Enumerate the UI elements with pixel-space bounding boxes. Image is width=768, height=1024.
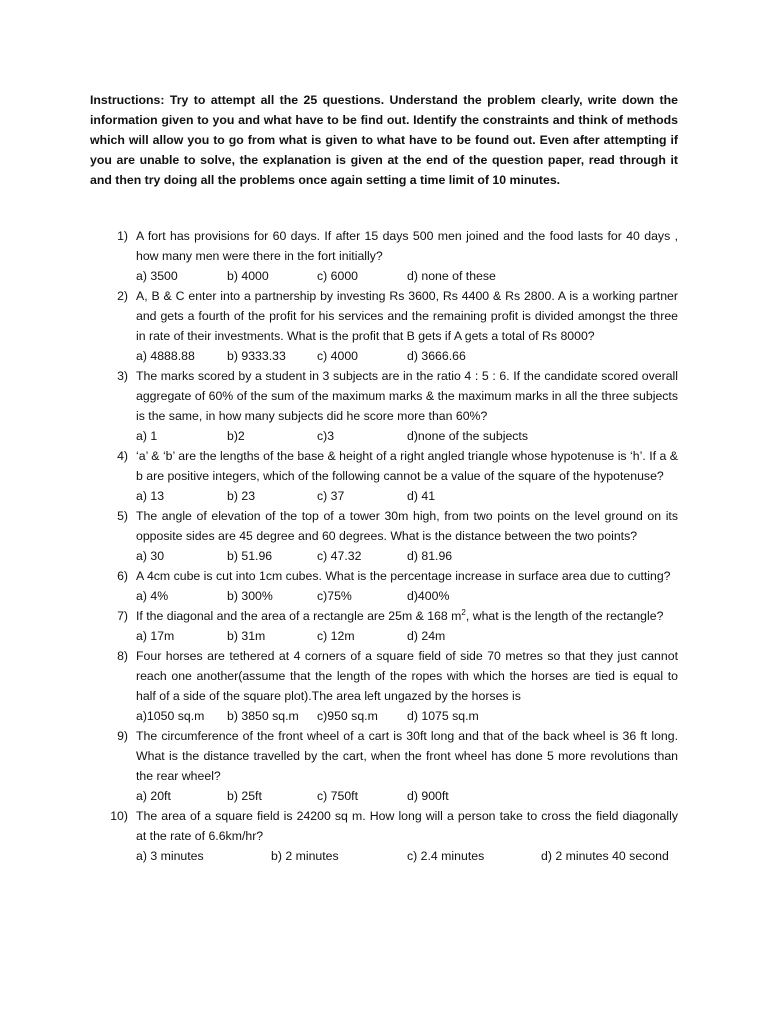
option-c: c) 4000: [317, 349, 359, 363]
answer-options: [136, 846, 678, 866]
option-d: d) 900ft: [407, 789, 449, 803]
option-d: d)none of the subjects: [407, 429, 528, 443]
question-7: [0, 606, 768, 646]
option-d: d) none of these: [407, 269, 496, 283]
option-c: c) 6000: [317, 269, 359, 283]
question-10: [0, 806, 768, 866]
option-a: a) 17m: [136, 629, 175, 643]
option-c: c) 37: [317, 489, 345, 503]
answer-options: [136, 426, 678, 446]
question-text: A, B & C enter into a partnership by investing Rs 3600, Rs 4400 & Rs 2800. A is a working partner and gets a fourth of the profit for his services and the remaining profit is divided amongst the three in rate of their investments. What is the profit that B gets if A gets a total of Rs 8000?: [136, 289, 678, 343]
question-4: [0, 446, 768, 506]
question-text: [136, 606, 678, 626]
answer-options: [136, 486, 678, 506]
question-text: A fort has provisions for 60 days. If after 15 days 500 men joined and the food lasts for 40 days , how many men were there in the fort initially?: [136, 229, 678, 263]
option-a: a) 4888.88: [136, 349, 195, 363]
option-d: d) 1075 sq.m: [407, 709, 479, 723]
question-number: 1): [117, 229, 128, 243]
option-b: b) 23: [227, 489, 256, 503]
option-d: d) 2 minutes 40 second: [541, 849, 669, 863]
option-b: b) 300%: [227, 589, 273, 603]
question-number: 10): [110, 809, 128, 823]
option-a: a)1050 sq.m: [136, 709, 205, 723]
option-b: b) 25ft: [227, 789, 262, 803]
question-number: 2): [117, 289, 128, 303]
option-d: d) 3666.66: [407, 349, 466, 363]
option-a: a) 3 minutes: [136, 849, 204, 863]
option-d: d) 24m: [407, 629, 446, 643]
option-b: b) 2 minutes: [271, 849, 339, 863]
answer-options: [136, 786, 678, 806]
question-number: 6): [117, 569, 128, 583]
option-c: c) 47.32: [317, 549, 362, 563]
option-a: a) 1: [136, 429, 158, 443]
option-a: a) 20ft: [136, 789, 171, 803]
answer-options: [136, 546, 678, 566]
option-d: d) 81.96: [407, 549, 453, 563]
question-text: Four horses are tethered at 4 corners of a square field of side 70 metres so that they just cannot reach one another(assume that the length of the ropes with which the horses are tied is equal to half of a side of the square plot).The area left ungazed by the horses is: [136, 649, 678, 703]
answer-options: [136, 346, 678, 366]
answer-options: [136, 626, 678, 646]
instructions-paragraph: Instructions: Try to attempt all the 25 questions. Understand the problem clearly, write down the information given to you and what have to be find out. Identify the constraints and think of methods which will allow you to go from what is given to what have to be found out. Even after attempting if you are unable to solve, the explanation is given at the end of the question paper, read through it and then try doing all the problems once again setting a time limit of 10 minutes.: [90, 93, 678, 187]
question-text: ‘a’ & ‘b’ are the lengths of the base & height of a right angled triangle whose hypotenuse is ‘h’. If a & b are positive integers, which of the following cannot be a value of the square of the hypotenuse?: [136, 449, 678, 483]
option-a: a) 13: [136, 489, 165, 503]
option-d: d) 41: [407, 489, 436, 503]
answer-options: [136, 586, 678, 606]
question-text: A 4cm cube is cut into 1cm cubes. What is the percentage increase in surface area due to cutting?: [136, 569, 671, 583]
question-number: 4): [117, 449, 128, 463]
question-2: [0, 286, 768, 366]
question-list: [0, 226, 768, 866]
question-text: The circumference of the front wheel of a cart is 30ft long and that of the back wheel is 36 ft long. What is the distance travelled by the cart, when the front wheel has done 5 more revolutions than the rear wheel?: [136, 729, 678, 783]
option-a: a) 30: [136, 549, 165, 563]
option-a: a) 4%: [136, 589, 169, 603]
option-b: b) 51.96: [227, 549, 273, 563]
option-c: c)75%: [317, 589, 352, 603]
question-text: The angle of elevation of the top of a tower 30m high, from two points on the level ground on its opposite sides are 45 degree and 60 degrees. What is the distance between the two points?: [136, 509, 678, 543]
question-number: 8): [117, 649, 128, 663]
question-1: [0, 226, 768, 286]
question-5: [0, 506, 768, 566]
answer-options: [136, 266, 678, 286]
option-d: d)400%: [407, 589, 450, 603]
question-text: The marks scored by a student in 3 subjects are in the ratio 4 : 5 : 6. If the candidate scored overall aggregate of 60% of the sum of the maximum marks & the maximum marks in all the three subjects is the same, in how many subjects did he score more than 60%?: [136, 369, 678, 423]
option-b: b) 9333.33: [227, 349, 286, 363]
answer-options: [136, 706, 678, 726]
option-b: b)2: [227, 429, 245, 443]
question-number: 7): [117, 609, 128, 623]
question-number: 9): [117, 729, 128, 743]
option-c: c) 750ft: [317, 789, 359, 803]
question-text: The area of a square field is 24200 sq m. How long will a person take to cross the field diagonally at the rate of 6.6km/hr?: [136, 809, 678, 843]
question-number: 3): [117, 369, 128, 383]
option-b: b) 31m: [227, 629, 266, 643]
question-text-end: , what is the length of the rectangle?: [465, 609, 664, 623]
option-c: c) 2.4 minutes: [407, 849, 485, 863]
question-number: 5): [117, 509, 128, 523]
option-c: c) 12m: [317, 629, 355, 643]
question-9: [0, 726, 768, 806]
question-8: [0, 646, 768, 726]
question-6: [0, 566, 768, 606]
question-text-start: If the diagonal and the area of a rectangle are 25m & 168 m: [136, 609, 462, 623]
option-b: b) 3850 sq.m: [227, 709, 299, 723]
option-c: c)950 sq.m: [317, 709, 378, 723]
option-a: a) 3500: [136, 269, 178, 283]
question-3: [0, 366, 768, 446]
superscript-exponent: 2: [461, 607, 466, 617]
option-c: c)3: [317, 429, 335, 443]
option-b: b) 4000: [227, 269, 269, 283]
